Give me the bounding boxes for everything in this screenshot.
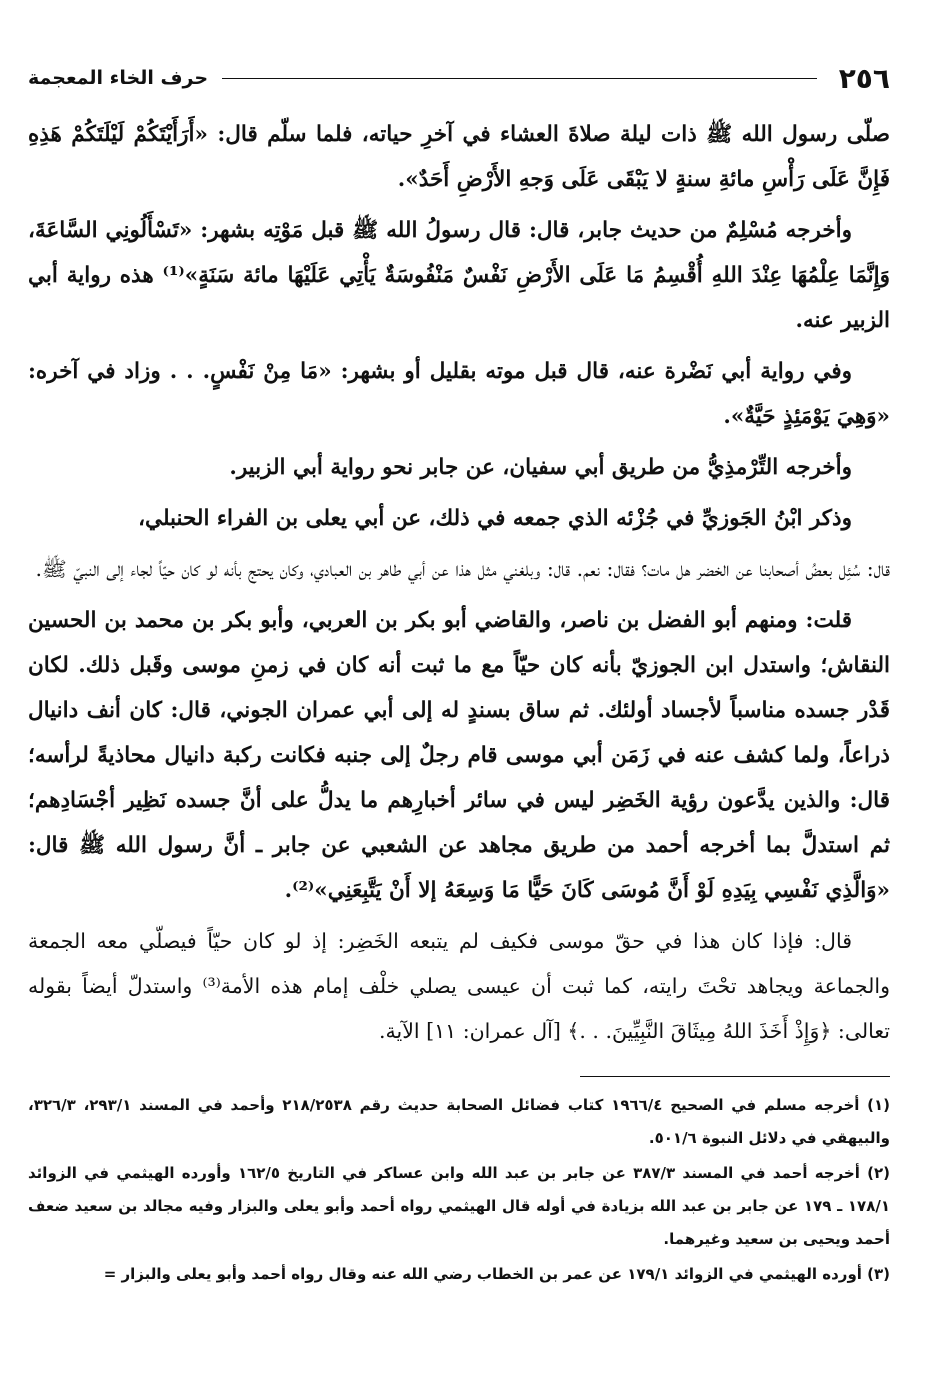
- paragraph: قلت: ومنهم أبو الفضل بن ناصر، والقاضي أبو بكر بن العربي، وأبو بكر بن محمد بن الحسين النقاش؛ واستدل ابن الجوزيّ بأنه كان حيّاً مع ما ثبت أنه كان في زمنِ موسى وقَبل ذلك. لكان قَدْر جسده مناسباً لأجساد أولئك. ثم ساق بسندٍ له إلى أبي عمران الجوني، قال: كان أنف دانيال ذراعاً، ولما كشف عنه في زَمَن أبي موسى قام رجلٌ إلى جنبه فكانت ركبة دانيال محاذيةً لرأسه؛ قال: والذين يدَّعون رؤية الخَضِر ليس في سائر أخبارِهم ما يدلُّ على أنَّ جسده نَظِير أجْسَادِهم؛ ثم استدلَّ بما أخرجه أحمد من طريق مجاهد عن الشعبي عن جابر ـ أنَّ رسول الله ﷺ قال: «وَالَّذِي نَفْسِي بِيَدِهِ لَوْ أَنَّ مُوسَى كَانَ حَيًّا مَا وَسِعَهُ إلا أَنْ يَتَّبِعَنِي»⁽²⁾.: [28, 608, 890, 903]
- footnotes: [28, 1089, 890, 1291]
- footnote: (١) أخرجه مسلم في الصحيح ١٩٦٦/٤ كتاب فضائل الصحابة حديث رقم ٢١٨/٢٥٣٨ وأحمد في المسند ٢٩٣/١، ٣٢٦/٣، والبيهقي في دلائل النبوة ٥٠١/٦.: [28, 1096, 891, 1147]
- body-text: [28, 112, 890, 1054]
- header-rule: [222, 78, 817, 79]
- paragraph: وأخرجه التِّرْمذِيُّ من طريق أبي سفيان، عن جابر نحو رواية أبي الزبير.: [229, 455, 852, 480]
- paragraph: قال: فإذا كان هذا في حقّ موسى فكيف لم يتبعه الخَضِر: إذ لو كان حيّاً فيصلّي معه الجمعة والجماعة ويجاهد تحْتَ رايته، كما ثبت أن عيسى يصلي خلْف إمام هذه الأمة⁽³⁾ واستدلّ أيضاً بقوله تعالى: ﴿وَإِذْ أَخَذَ اللهُ مِيثَاقَ النَّبِيِّينَ. . .﴾ [آل عمران: ١١] الآية.: [28, 929, 891, 1043]
- footnote-divider: [580, 1076, 890, 1077]
- running-header: [28, 58, 890, 98]
- footnote: (٣) أورده الهيثمي في الزوائد ١٧٩/١ عن عمر بن الخطاب رضي الله عنه وقال رواه أحمد وأبو يعلى والبزار =: [103, 1265, 890, 1283]
- chapter-title: حرف الخاء المعجمة: [28, 67, 209, 89]
- page-number: ٢٥٦: [838, 61, 890, 95]
- footnote: (٢) أخرجه أحمد في المسند ٣٨٧/٣ عن جابر بن عبد الله وابن عساكر في التاريخ ١٦٢/٥ وأورده الهيثمي في الزوائد ١٧٨/١ ـ ١٧٩ عن جابر بن عبد الله بزيادة في أوله قال الهيثمي رواه أحمد وأبو يعلى والبزار وفيه مجالد بن سعيد ضعف أحمد ويحيى بن سعيد وغيرهما.: [28, 1164, 891, 1248]
- page: [28, 58, 890, 1362]
- paragraph: وأخرجه مُسْلِمٌ من حديث جابر، قال: قال رسولُ الله ﷺ قبل مَوْتِه بشهر: «تَسْأَلُونِي السَّاعَةَ، وَإِنَّمَا عِلْمُهَا عِنْدَ اللهِ أُقْسِمُ مَا عَلَى الأَرْضِ نَفْسٌ مَنْفُوسَةٌ يَأْتِي عَلَيْهَا مائة سَنَةٍ»⁽¹⁾ هذه رواية أبي الزبير عنه.: [28, 218, 891, 333]
- paragraph: وذكر ابْنُ الجَوزيِّ في جُزْئه الذي جمعه في ذلك، عن أبي يعلى بن الفراء الحنبلي،: [138, 506, 852, 531]
- paragraph: قال: سُئِل بعضُ أصحابنا عن الخضر هل مات؟ فقال: نعم. قال: وبلغني مثل هذا عن أبي طاهر بن العبادي، وكان يحتج بأنه لو كان حيّاً لجاء إلى النبيّ ﷺ.: [35, 557, 890, 581]
- paragraph: صلّى رسول الله ﷺ ذات ليلة صلاةَ العشاء في آخرِ حياته، فلما سلّم قال: «أَرَأَيْتَكُمْ لَيْلَتَكُمْ هَذِهِ فَإِنَّ عَلَى رَأْسِ مائةِ سنةٍ لا يَبْقَى عَلَى وَجهِ الأَرْضِ أَحَدٌ».: [28, 122, 890, 192]
- paragraph: وفي رواية أبي نَضْرة عنه، قال قبل موته بقليل أو بشهر: «مَا مِنْ نَفْسٍ. . . وزاد في آخره: «وَهِيَ يَوْمَئِذٍ حَيَّةٌ».: [28, 359, 890, 429]
